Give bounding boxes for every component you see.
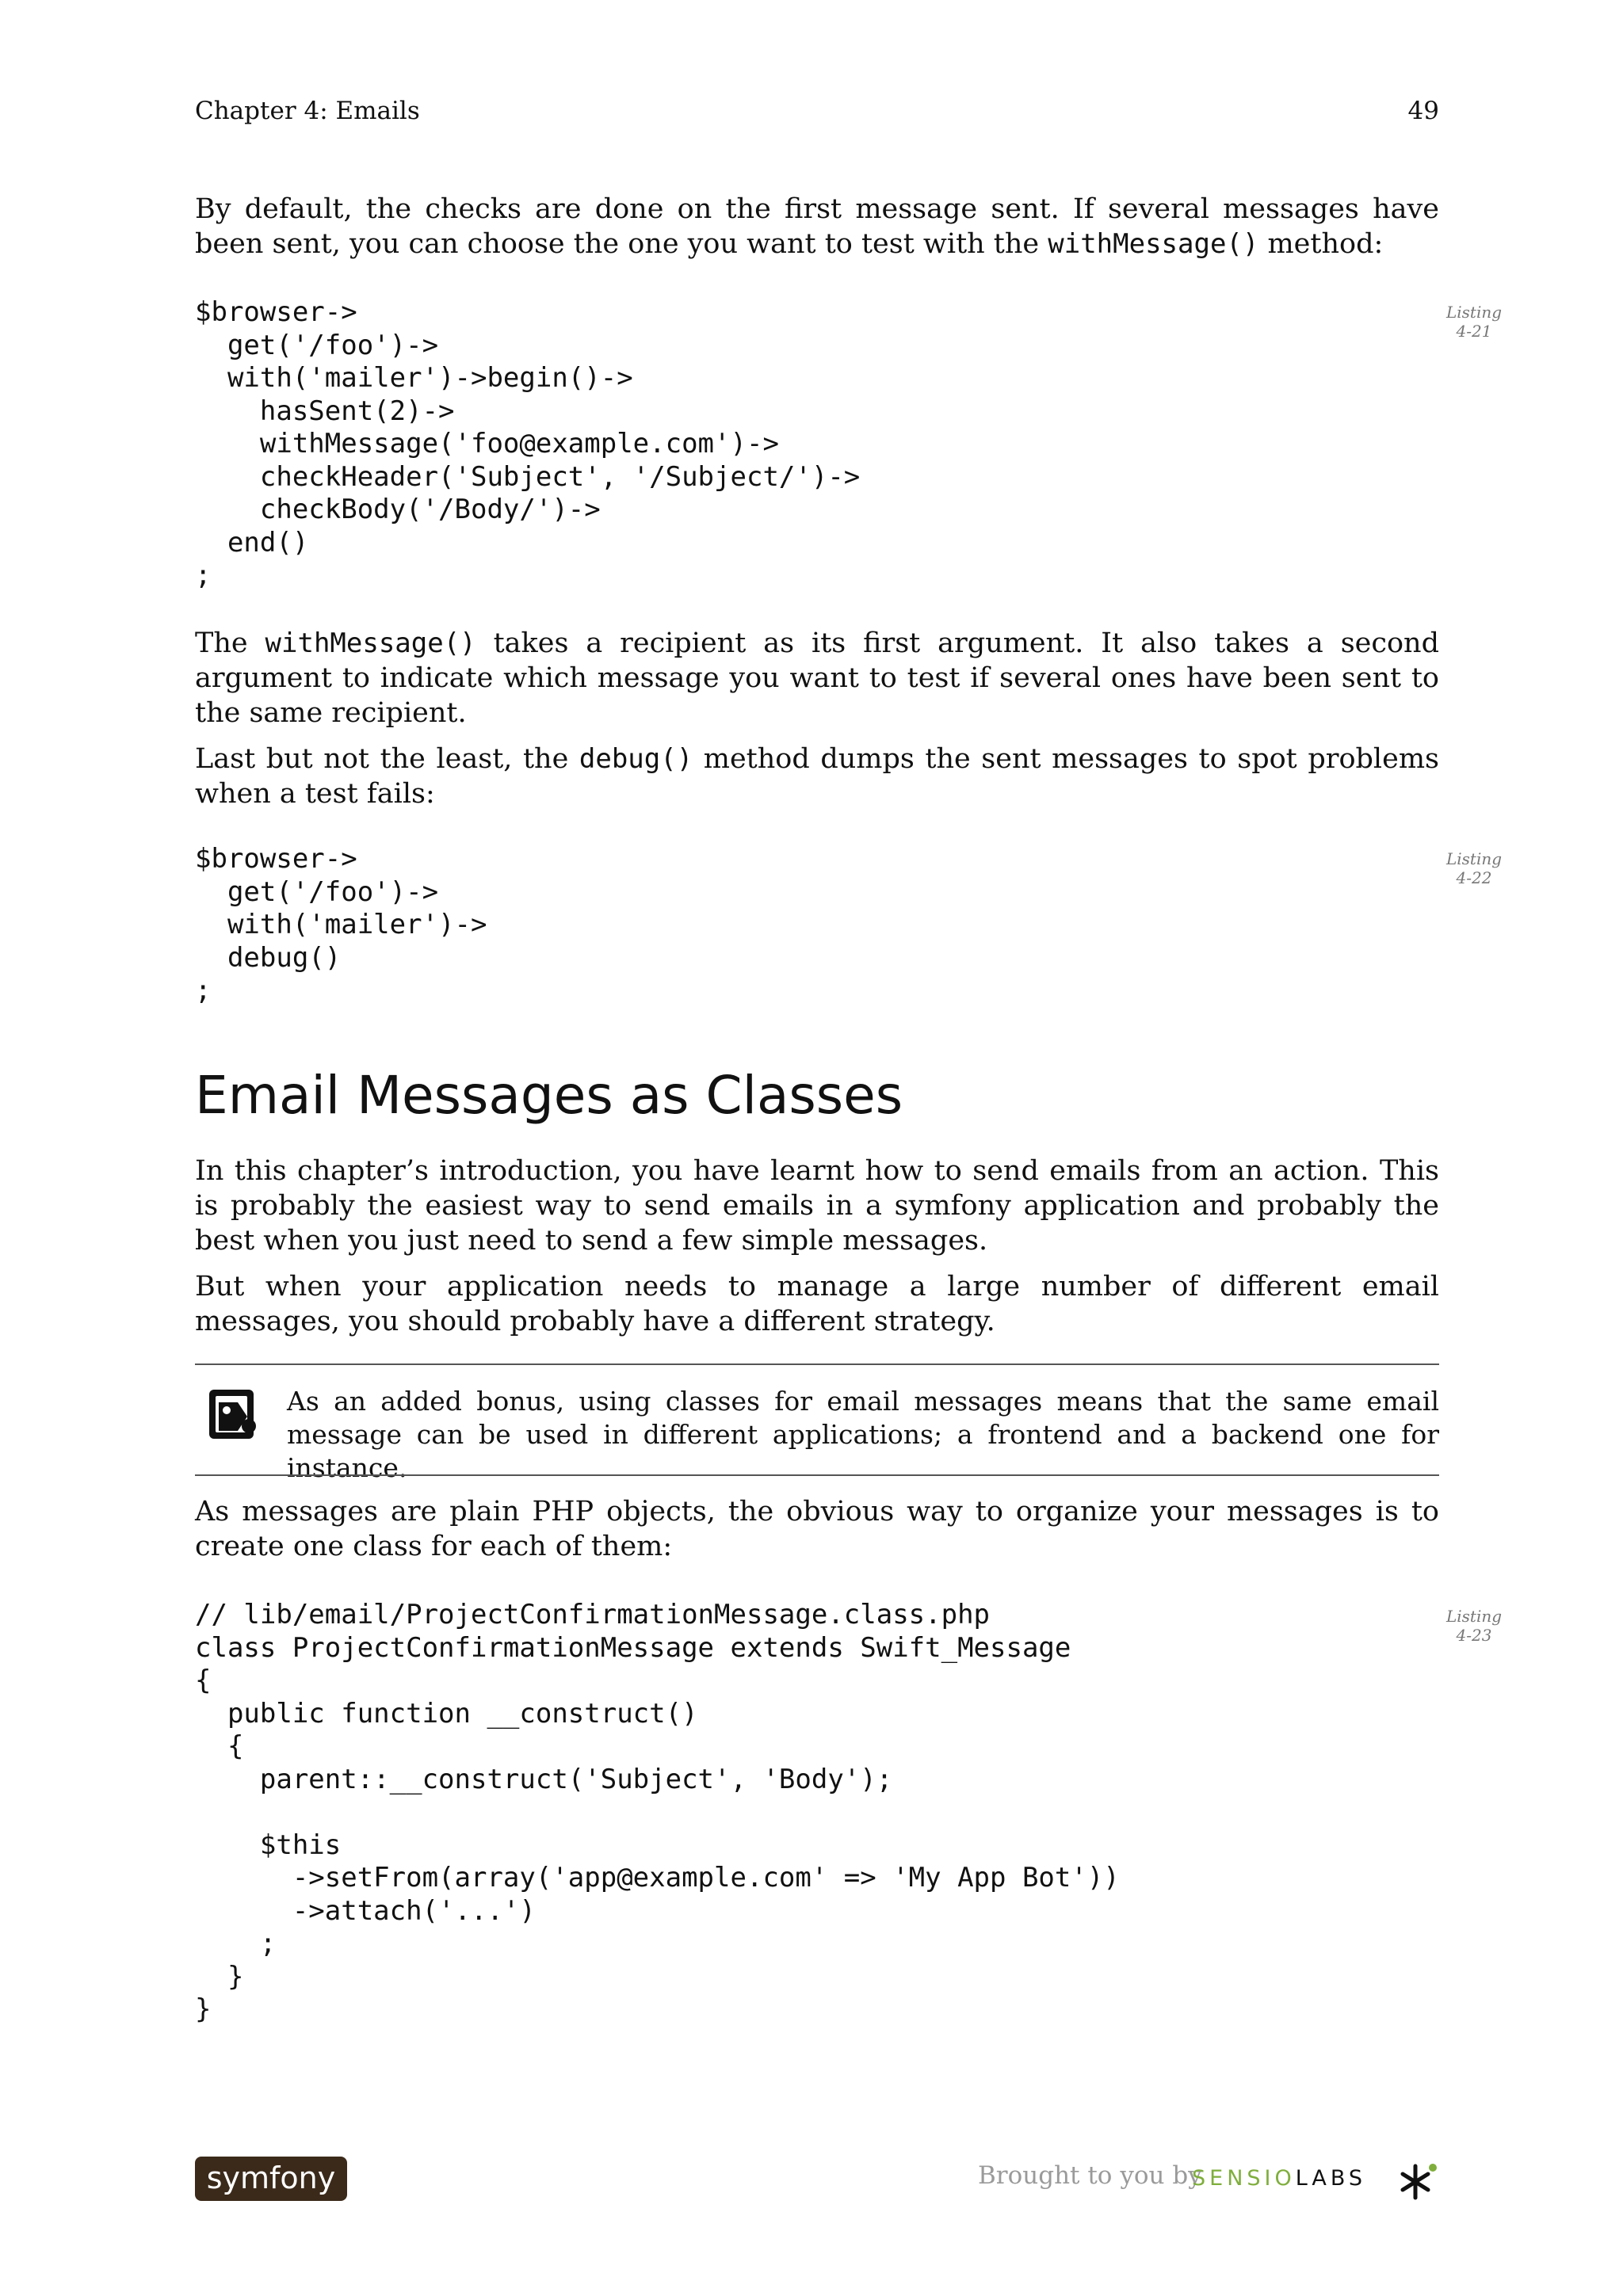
listing-label-4-22	[1434, 849, 1514, 887]
sensiolabs-mark-icon	[1396, 2160, 1441, 2204]
paragraph-chapter-intro: In this chapter’s introduction, you have learnt how to send emails from an action. This is probably the easiest way to send emails in a symfony application and probably the best when you just need to send a few simple messages.	[195, 1155, 1439, 1257]
code-listing-4-23: // lib/email/ProjectConfirmationMessage.class.php class ProjectConfirmationMessage extends Swift_Message { public function __construct() { parent::__construct('Subject', 'Body'); $this ->setFrom(array('app@example.com' => 'My App Bot')) ->attach('...') ; } }	[195, 1599, 1120, 2025]
code-listing-4-21: $browser-> get('/foo')-> with('mailer')->begin()-> hasSent(2)-> withMessage('foo@example.com')-> checkHeader('Subject', '/Subject/')-> checkBody('/Body/')-> end() ;	[195, 296, 861, 591]
section-heading: Email Messages as Classes	[195, 1065, 903, 1126]
inline-code-debug: debug()	[579, 743, 693, 775]
listing-number: 4-22	[1456, 868, 1492, 887]
symfony-logo-text: symfony	[206, 2161, 336, 2195]
symfony-logo	[195, 2157, 347, 2201]
inline-code-withmessage-2: withMessage()	[265, 627, 476, 659]
listing-label-text: Listing	[1445, 303, 1503, 322]
sensio-word: SENSIO	[1192, 2166, 1296, 2191]
paragraph-plain-php-objects: As messages are plain PHP objects, the obvious way to organize your messages is to create one class for each of them:	[195, 1496, 1439, 1562]
para3-text-a: Last but not the least, the	[195, 743, 579, 775]
paragraph-withmessage-arguments	[195, 626, 1439, 730]
note-icon	[206, 1385, 260, 1444]
chapter-title: Chapter 4: Emails	[195, 97, 420, 125]
para1-text-b: method:	[1258, 228, 1384, 260]
labs-word: LABS	[1295, 2166, 1367, 2191]
page-header	[195, 97, 1439, 132]
para3-text-b: method dumps the sent messages to spot problems when a test fails:	[195, 743, 1439, 810]
listing-label-4-23	[1434, 1607, 1514, 1645]
note-text: As an added bonus, using classes for email messages means that the same email message can be used in different applications; a frontend and a backend one for instance.	[287, 1386, 1439, 1483]
paragraph-default-checks	[195, 192, 1439, 261]
listing-label-4-21	[1434, 303, 1514, 341]
sensiolabs-wordmark	[1192, 2166, 1366, 2191]
listing-number: 4-23	[1456, 1626, 1492, 1645]
para2-text-a: The	[195, 627, 265, 659]
paragraph-different-strategy: But when your application needs to manage a large number of different email messages, you should probably have a different strategy.	[195, 1271, 1439, 1337]
note-bottom-rule	[195, 1474, 1439, 1476]
para1-text-a: By default, the checks are done on the first message sent. If several messages have been sent, you can choose the one you want to test with the	[195, 193, 1439, 260]
listing-label-text: Listing	[1445, 1607, 1503, 1626]
brought-to-you-text: Brought to you by	[978, 2161, 1202, 2190]
para2-text-b: takes a recipient as its first argument. It also takes a second argument to indicate which message you want to test if several ones have been sent to the same recipient.	[195, 627, 1439, 729]
listing-number: 4-21	[1456, 322, 1492, 341]
code-listing-4-22: $browser-> get('/foo')-> with('mailer')-> debug() ;	[195, 843, 487, 1006]
page-number: 49	[1407, 97, 1439, 125]
note-top-rule	[195, 1363, 1439, 1365]
paragraph-debug-method	[195, 742, 1439, 811]
listing-label-text: Listing	[1445, 849, 1503, 868]
inline-code-withmessage: withMessage()	[1048, 228, 1259, 260]
